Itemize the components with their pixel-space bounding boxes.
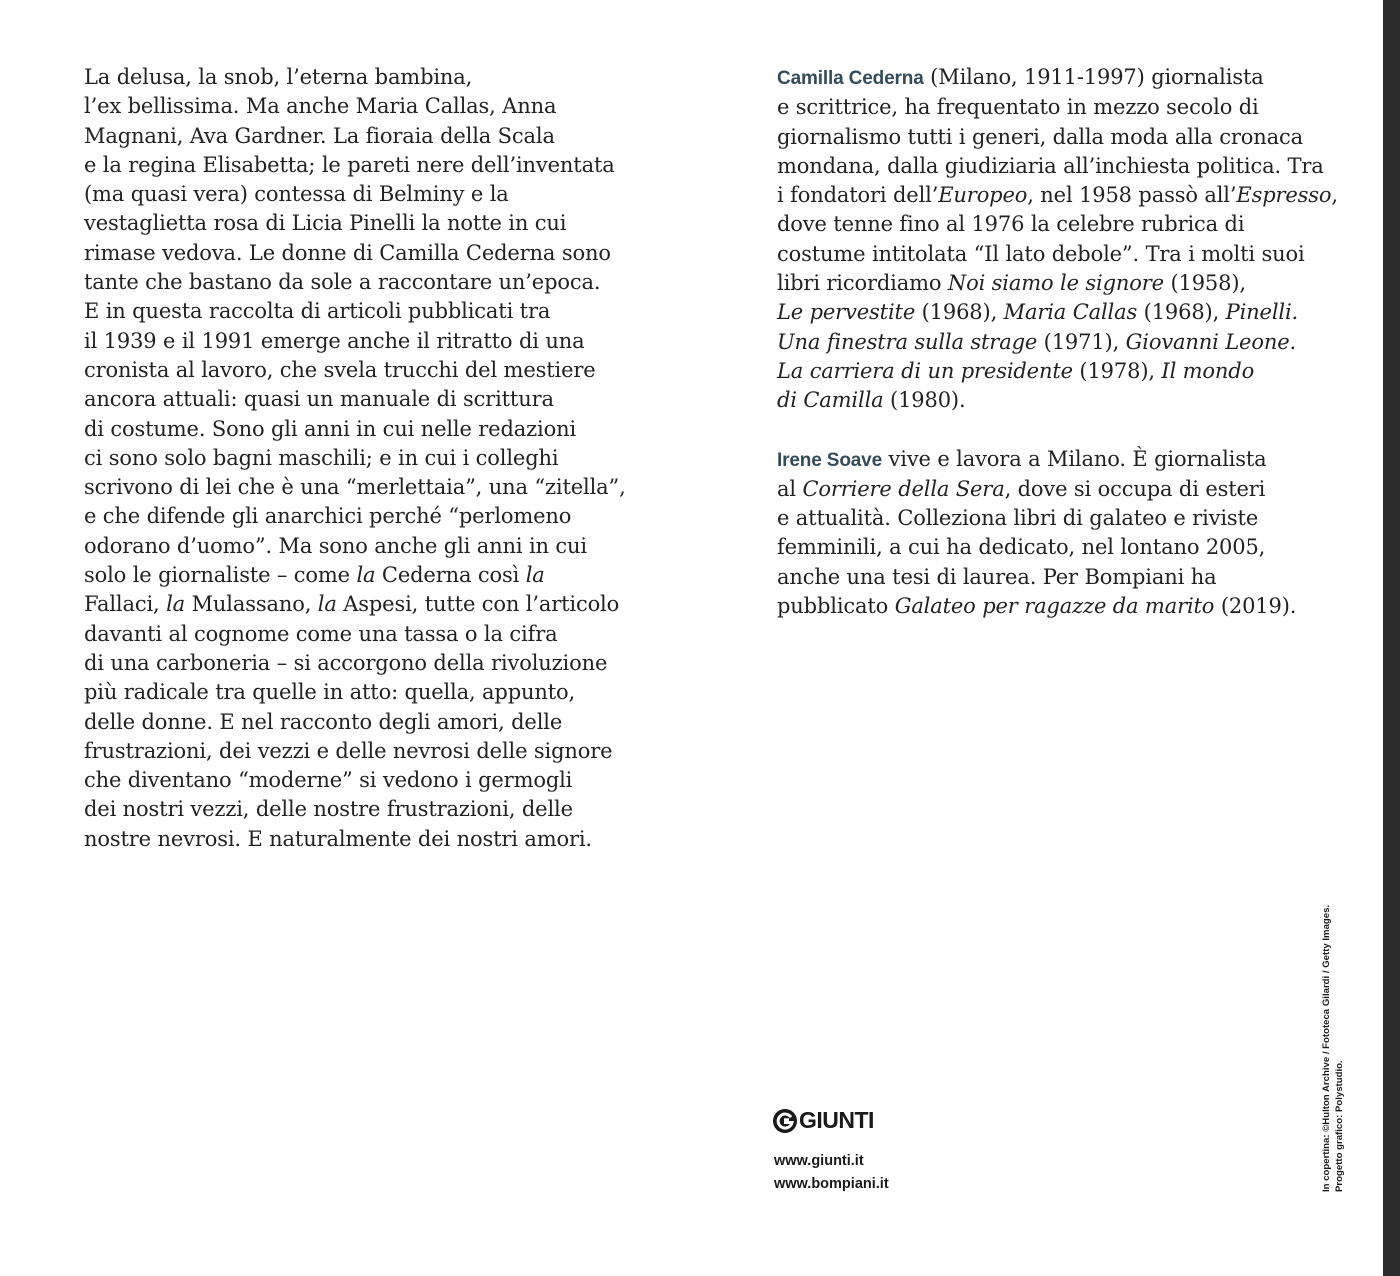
text-segment: e la regina Elisabetta; le pareti nere dell’inventata	[84, 152, 615, 177]
text-segment: di costume. Sono gli anni in cui nelle redazioni	[84, 416, 577, 441]
publisher-name: GIUNTI	[799, 1107, 874, 1133]
text-segment: nostre nevrosi. E naturalmente dei nostri amori.	[84, 826, 592, 851]
text-line	[84, 620, 659, 649]
text-segment: delle donne. E nel racconto degli amori, delle	[84, 709, 563, 734]
text-line	[84, 708, 659, 737]
text-segment: Aspesi, tutte con l’articolo	[336, 592, 620, 617]
editor-bio	[777, 445, 1347, 622]
italic-segment: la	[166, 592, 186, 617]
italic-segment: Corriere della Sera	[802, 476, 1005, 501]
text-line	[84, 825, 659, 854]
text-segment: i fondatori dell’	[777, 183, 939, 208]
text-line	[84, 795, 659, 824]
text-line	[777, 240, 1347, 269]
author-bio	[777, 63, 1347, 416]
text-line	[84, 122, 659, 151]
text-line	[84, 356, 659, 385]
italic-segment: Maria Callas	[1003, 300, 1138, 325]
italic-segment: Europeo	[938, 183, 1028, 208]
text-segment: Cederna così	[375, 563, 526, 588]
text-segment: di una carboneria – si accorgono della rivoluzione	[84, 650, 608, 675]
text-line	[84, 766, 659, 795]
text-line	[777, 386, 1347, 415]
text-line	[84, 502, 659, 531]
italic-segment: Una finestra sulla strage	[777, 329, 1038, 354]
text-segment: e attualità. Colleziona libri di galateo e riviste	[777, 506, 1259, 531]
text-segment: (2019).	[1214, 594, 1297, 619]
text-segment: e scrittrice, ha frequentato in mezzo secolo di	[777, 95, 1259, 120]
person-name: Camilla Cederna	[777, 68, 924, 89]
text-line	[777, 152, 1347, 181]
text-line	[84, 297, 659, 326]
text-line	[84, 327, 659, 356]
text-segment: odorano d’uomo”. Ma sono anche gli anni in cui	[84, 533, 587, 558]
text-line	[84, 209, 659, 238]
text-line	[777, 533, 1347, 562]
italic-segment: la	[356, 563, 376, 588]
text-line	[84, 151, 659, 180]
text-segment: l’ex bellissima. Ma anche Maria Callas, Anna	[84, 94, 557, 119]
text-segment: La delusa, la snob, l’eterna bambina,	[84, 65, 473, 89]
italic-segment: Pinelli.	[1225, 300, 1299, 325]
text-line	[84, 590, 659, 619]
text-segment: (1968),	[915, 300, 1004, 325]
text-line	[777, 123, 1347, 152]
text-segment: davanti al cognome come una tassa o la cifra	[84, 621, 558, 646]
italic-segment: di Camilla	[777, 388, 884, 413]
text-segment: rimase vedova. Le donne di Camilla Cederna sono	[84, 240, 611, 265]
text-line	[777, 63, 1347, 93]
italic-segment: Galateo per ragazze da marito	[894, 594, 1215, 619]
text-segment: giornalismo tutti i generi, dalla moda alla cronaca	[777, 124, 1303, 149]
text-segment: (1958),	[1163, 271, 1246, 296]
url-giunti[interactable]: www.giunti.it	[774, 1153, 864, 1169]
text-line	[84, 239, 659, 268]
url-bompiani[interactable]: www.bompiani.it	[774, 1176, 889, 1192]
text-segment: , dove si occupa di esteri	[1004, 476, 1266, 501]
text-segment: E in questa raccolta di articoli pubblicati tra	[84, 299, 551, 324]
text-line	[777, 210, 1347, 239]
text-line	[84, 92, 659, 121]
text-line	[777, 269, 1347, 298]
text-segment: vestaglietta rosa di Licia Pinelli la notte in cui	[84, 211, 567, 236]
text-segment: femminili, a cui ha dedicato, nel lontano 2005,	[777, 535, 1266, 560]
text-line	[777, 93, 1347, 122]
page-edge-strip	[1383, 0, 1400, 1276]
italic-segment: Giovanni Leone.	[1125, 329, 1297, 354]
text-segment: Magnani, Ava Gardner. La fioraia della Scala	[84, 123, 555, 148]
publisher-urls	[774, 1150, 889, 1196]
italic-segment: Le pervestite	[777, 300, 916, 325]
text-segment: libri ricordiamo	[777, 271, 948, 296]
synopsis-text	[84, 63, 659, 854]
text-line	[777, 181, 1347, 210]
text-line	[777, 357, 1347, 386]
text-line	[777, 504, 1347, 533]
text-segment: dei nostri vezzi, delle nostre frustrazioni, delle	[84, 797, 573, 822]
text-segment: (1971),	[1037, 329, 1126, 354]
cover-photo-credit: In copertina: ©Hulton Archive / Fototeca Gilardi / Getty Images.	[1321, 904, 1332, 1192]
text-line	[777, 563, 1347, 592]
text-line	[777, 298, 1347, 327]
text-segment: anche una tesi di laurea. Per Bompiani ha	[777, 564, 1217, 589]
text-segment: cronista al lavoro, che svela trucchi del mestiere	[84, 357, 596, 382]
design-credit: Progetto grafico: Polystudio.	[1333, 1060, 1345, 1192]
text-segment: ,	[1331, 183, 1338, 208]
text-line	[84, 532, 659, 561]
text-segment: solo le giornaliste – come	[84, 563, 357, 588]
text-line	[84, 649, 659, 678]
italic-segment: la	[525, 563, 545, 588]
text-segment: (Milano, 1911-1997) giornalista	[923, 65, 1264, 89]
text-line	[84, 737, 659, 766]
person-name: Irene Soave	[777, 449, 883, 471]
text-segment: frustrazioni, dei vezzi e delle nevrosi delle signore	[84, 738, 613, 763]
text-segment: che diventano “moderne” si vedono i germogli	[84, 768, 573, 793]
text-line	[84, 473, 659, 502]
text-segment: Mulassano,	[185, 592, 318, 617]
text-segment: (1978),	[1072, 358, 1162, 383]
text-segment: costume intitolata “Il lato debole”. Tra i molti suoi	[777, 241, 1305, 266]
italic-segment: la	[317, 592, 337, 617]
text-line	[84, 180, 659, 209]
text-segment: al	[777, 476, 803, 501]
cover-credits	[1321, 872, 1346, 1192]
text-line	[84, 415, 659, 444]
text-line	[777, 475, 1347, 504]
text-segment: scrivono di lei che è una “merlettaia”, una “zitella”,	[84, 475, 626, 500]
giunti-g-logo-icon	[772, 1108, 798, 1134]
bio-column	[777, 63, 1347, 650]
text-segment: , nel 1958 passò all’	[1027, 183, 1237, 208]
text-line	[84, 444, 659, 473]
text-segment: (ma quasi vera) contessa di Belminy e la	[84, 182, 509, 207]
text-segment: e che difende gli anarchici perché “perlomeno	[84, 504, 572, 529]
text-segment: più radicale tra quelle in atto: quella, appunto,	[84, 680, 576, 705]
text-segment: Fallaci,	[84, 592, 167, 617]
publisher-logo	[772, 1107, 874, 1134]
text-line	[84, 678, 659, 707]
italic-segment: La carriera di un presidente	[777, 358, 1073, 383]
text-segment: mondana, dalla giudiziaria all’inchiesta politica. Tra	[777, 153, 1324, 178]
text-line	[84, 561, 659, 590]
text-line	[84, 63, 659, 92]
text-line	[777, 592, 1347, 621]
text-segment: ancora attuali: quasi un manuale di scrittura	[84, 387, 554, 412]
text-segment: tante che bastano da sole a raccontare un’epoca.	[84, 270, 601, 295]
italic-segment: Noi siamo le signore	[947, 271, 1164, 296]
text-segment: vive e lavora a Milano. È giornalista	[882, 446, 1267, 471]
text-segment: il 1939 e il 1991 emerge anche il ritratto di una	[84, 328, 585, 353]
italic-segment: Il mondo	[1161, 358, 1255, 383]
text-segment: ci sono solo bagni maschili; e in cui i colleghi	[84, 445, 559, 470]
text-segment: dove tenne fino al 1976 la celebre rubrica di	[777, 212, 1245, 237]
text-segment: pubblicato	[777, 594, 895, 619]
text-line	[84, 385, 659, 414]
text-line	[777, 445, 1347, 475]
text-line	[84, 268, 659, 297]
text-segment: (1968),	[1137, 300, 1226, 325]
italic-segment: Espresso	[1236, 183, 1332, 208]
text-line	[777, 328, 1347, 357]
text-segment: (1980).	[883, 388, 966, 413]
